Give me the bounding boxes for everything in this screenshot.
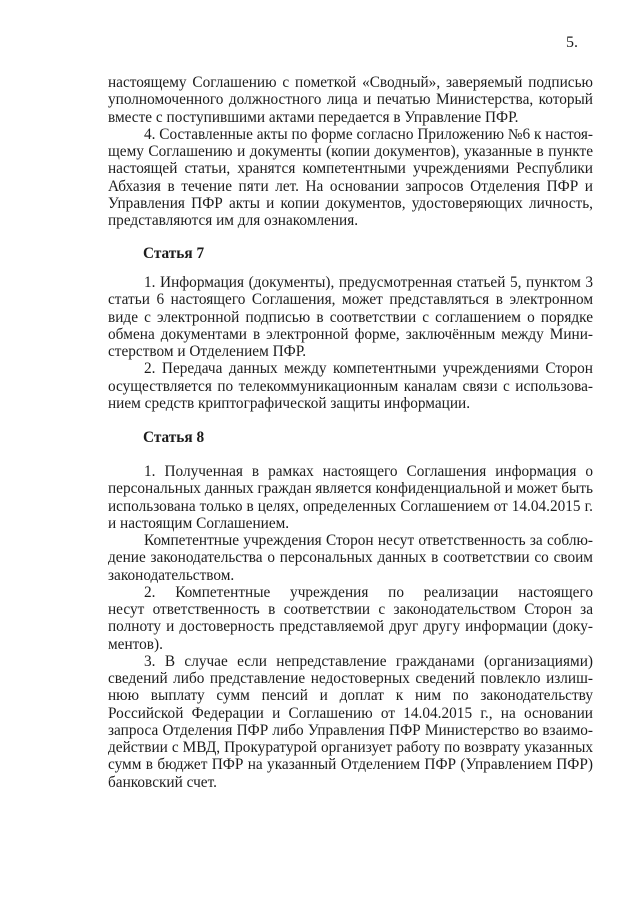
text-line: и настоящим Соглашением. (108, 514, 290, 532)
text-line: законодательством. (108, 566, 235, 584)
text-line: уполномоченного должностного лица и печатью Министерства, который (108, 91, 593, 109)
text-line: действии с МВД, Прокуратурой организует работу по возврату указанных (108, 739, 593, 756)
paragraph (108, 653, 593, 791)
paragraph (108, 584, 593, 653)
text-line: 2. Передача данных между компетентными учреждениями Сторон (144, 360, 593, 378)
article-8-body (108, 463, 593, 791)
text-line: Российской Федерации и Соглашению от 14.04.2015 г., на основании (108, 704, 593, 722)
text-line: 2. Компетентные учреждения по реализации настоящего (144, 583, 593, 601)
text-line: 4. Составленные акты по форме согласно Приложению №6 к настоя- (144, 125, 593, 143)
page-number: 5. (566, 34, 578, 51)
article-7-heading: Статья 7 (143, 245, 205, 262)
text-line: обмена документами в электронной форме, заключённым между Мини- (108, 325, 593, 343)
text-line: Управления ПФР акты и копии документов, удостоверяющих личность, (108, 194, 593, 212)
text-line: полноту и достоверность представляемой друг другу информации (доку- (108, 618, 593, 636)
text-line: банковский счет. (108, 773, 217, 791)
text-line: 1. Полученная в рамках настоящего Соглашения информация о (144, 463, 593, 480)
text-line: сведений либо представление недостоверных сведений повлекло излиш- (108, 670, 593, 687)
text-line: щему Соглашению и документы (копии документов), указанные в пункте (108, 143, 593, 160)
paragraph (108, 126, 593, 230)
text-line: нием средств криптографической защиты информации. (108, 394, 471, 412)
text-line: персональных данных граждан является конфиденциальной и может быть (108, 480, 593, 498)
text-line: настоящему Соглашению с пометкой «Сводный», заверяемый подписью (108, 74, 593, 91)
text-line: статьи 6 настоящего Соглашения, может представляться в электронном (108, 291, 593, 309)
article-8-heading: Статья 8 (143, 429, 205, 446)
text-line: нюю выплату сумм пенсий и доплат к ним по законодательству (108, 687, 593, 705)
text-line: вместе с поступившими актами передается в Управление ПФР. (108, 108, 519, 126)
text-line: осуществляется по телекоммуникационным каналам связи с использова- (108, 377, 593, 395)
text-line: 1. Информация (документы), предусмотренная статьей 5, пунктом 3 (144, 274, 593, 291)
text-line: 3. В случае если непредставление гражданами (организациями) (144, 652, 593, 670)
continuation-section (108, 74, 593, 229)
article-7-body (108, 274, 593, 412)
text-line: Компетентные учреждения Сторон несут ответственность за соблю- (144, 532, 593, 549)
text-line: сумм в бюджет ПФР на указанный Отделением ПФР (Управлением ПФР) (108, 756, 593, 774)
paragraph (108, 74, 593, 126)
paragraph (108, 274, 593, 360)
text-line: несут ответственность в соответствии с законодательством Сторон за (108, 601, 593, 618)
paragraph (108, 532, 593, 584)
text-line: дение законодательства о персональных данных в соответствии со своим (108, 549, 593, 567)
text-line: стерством и Отделением ПФР. (108, 343, 307, 360)
text-line: использована только в целях, определенных Соглашением от 14.04.2015 г. (108, 497, 593, 515)
paragraph (108, 463, 593, 532)
text-line: виде с электронной подписью в соответствии с соглашением о порядке (108, 308, 593, 326)
text-line: ментов). (108, 635, 163, 653)
text-line: запроса Отделения ПФР либо Управления ПФР Министерство во взаимо- (108, 721, 593, 739)
text-line: представляются им для ознакомления. (108, 212, 359, 229)
text-line: настоящей статьи, хранятся компетентными учреждениями Республики (108, 160, 593, 178)
text-line: Абхазия в течение пяти лет. На основании запросов Отделения ПФР и (108, 177, 593, 195)
paragraph (108, 360, 593, 412)
